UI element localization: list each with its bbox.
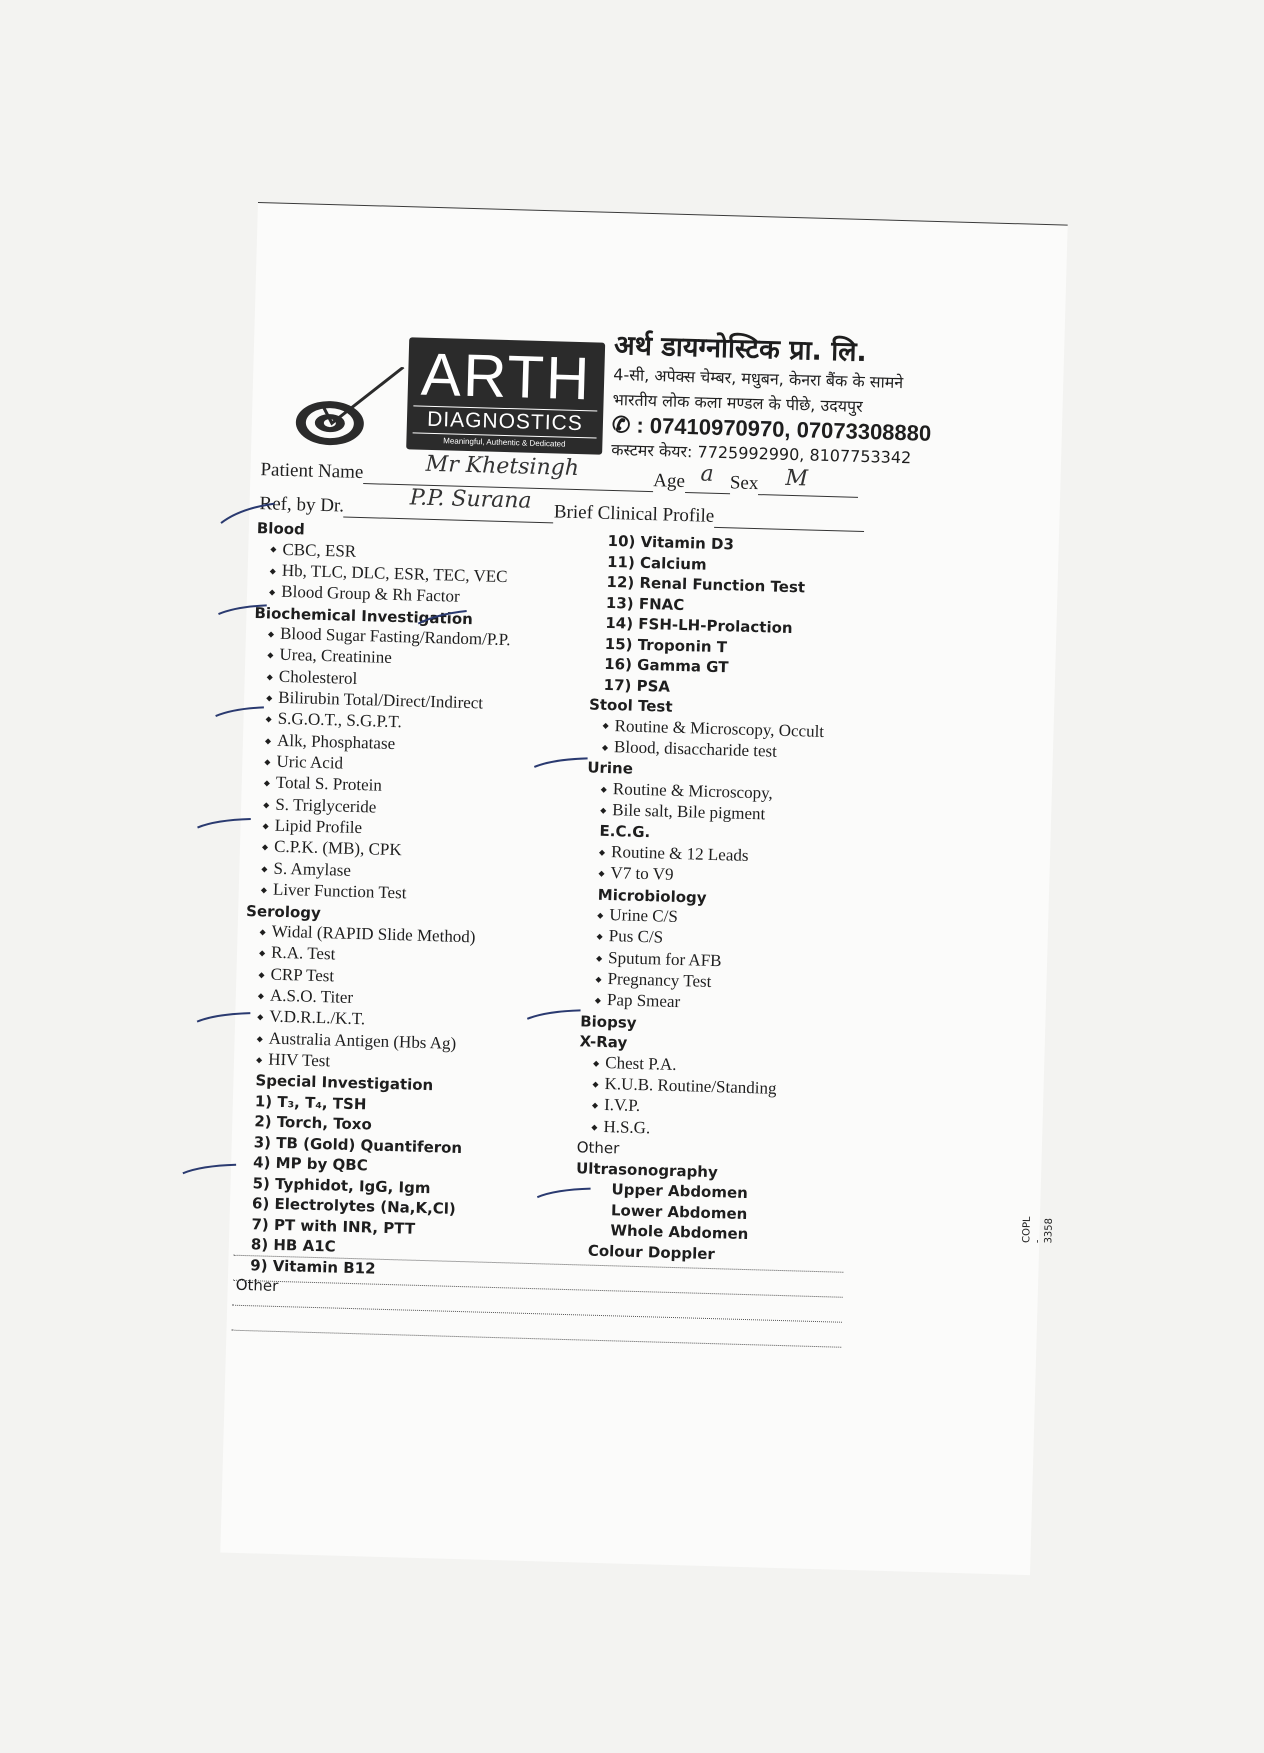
test-option[interactable]: 13) FNAC bbox=[605, 593, 685, 614]
test-option[interactable]: 17) PSA bbox=[603, 675, 671, 696]
test-option[interactable]: ◆ Lipid Profile bbox=[248, 815, 538, 844]
age-handwritten: a bbox=[700, 461, 715, 487]
test-option[interactable]: Whole Abdomen bbox=[610, 1221, 749, 1244]
test-option[interactable]: ◆ Pap Smear bbox=[581, 990, 871, 1019]
test-option[interactable]: 5) Typhidot, IgG, Igm bbox=[252, 1174, 431, 1198]
test-option[interactable]: ◆ R.A. Test bbox=[245, 942, 535, 971]
test-option[interactable]: ◆ Alk, Phosphatase bbox=[251, 730, 541, 759]
test-option[interactable]: ◆ I.V.P. bbox=[578, 1095, 868, 1124]
ref-handwritten: P.P. Surana bbox=[409, 485, 532, 514]
test-option[interactable]: ◆ Routine & 12 Leads bbox=[585, 841, 875, 870]
section-heading: Serology bbox=[245, 901, 322, 922]
section-heading: Stool Test bbox=[588, 695, 673, 716]
test-option[interactable]: ◆ Routine & Microscopy, bbox=[586, 778, 876, 807]
test-option[interactable]: ◆ Pus C/S bbox=[582, 926, 872, 955]
test-option[interactable]: ◆ Hb, TLC, DLC, ESR, TEC, VEC bbox=[255, 560, 545, 589]
test-requisition-form bbox=[220, 202, 1067, 1575]
clinical-label: Brief Clinical Profile bbox=[553, 501, 715, 527]
test-option[interactable]: ◆ V7 to V9 bbox=[584, 863, 874, 892]
address-line-2: भारतीय लोक कला मण्डल के पीछे, उदयपुर bbox=[612, 389, 863, 416]
phone-numbers: ✆ : 07410970970, 07073308880 bbox=[611, 411, 932, 446]
check-mark-icon bbox=[216, 600, 277, 622]
check-mark-icon bbox=[195, 1008, 256, 1030]
section-heading: Special Investigation bbox=[255, 1071, 434, 1095]
test-option[interactable]: ◆ Widal (RAPID Slide Method) bbox=[245, 921, 535, 950]
check-mark-icon bbox=[195, 814, 256, 836]
section-heading: Blood bbox=[256, 519, 306, 539]
test-option[interactable]: ◆ K.U.B. Routine/Standing bbox=[578, 1073, 868, 1102]
company-name-hindi: अर्थ डायग्नोस्टिक प्रा. लि. bbox=[613, 330, 868, 369]
test-option[interactable]: ◆ H.S.G. bbox=[577, 1116, 867, 1145]
customer-care: कस्टमर केयर: 7725992990, 8107753342 bbox=[610, 439, 912, 468]
sex-label: Sex bbox=[729, 472, 759, 495]
logo-tagline: Meaningful, Authentic & Dedicated bbox=[443, 436, 566, 449]
section-heading: Urine bbox=[587, 758, 634, 778]
test-option[interactable]: 14) FSH-LH-Prolaction bbox=[605, 613, 793, 638]
section-heading: E.C.G. bbox=[599, 822, 651, 842]
test-option[interactable]: ◆ Blood Sugar Fasting/Random/P.P. bbox=[254, 623, 544, 652]
section-heading: Biopsy bbox=[580, 1012, 637, 1032]
section-heading: Colour Doppler bbox=[587, 1241, 716, 1263]
company-header bbox=[611, 325, 975, 470]
test-option[interactable]: 4) MP by QBC bbox=[252, 1153, 368, 1175]
logo-box bbox=[406, 337, 605, 454]
check-mark-icon bbox=[213, 702, 274, 724]
test-option[interactable]: ◆ Urea, Creatinine bbox=[253, 644, 543, 673]
test-option[interactable]: Lower Abdomen bbox=[610, 1200, 748, 1223]
test-option[interactable]: 16) Gamma GT bbox=[603, 654, 729, 677]
test-option[interactable]: 10) Vitamin D3 bbox=[607, 531, 735, 554]
patient-name-handwritten: Mr Khetsingh bbox=[425, 451, 580, 482]
test-option[interactable]: ◆ Total S. Protein bbox=[249, 772, 539, 801]
patient-name-label: Patient Name bbox=[260, 459, 364, 484]
test-option[interactable]: 1) T₃, T₄, TSH bbox=[254, 1092, 367, 1114]
section-heading: Microbiology bbox=[597, 885, 707, 907]
test-option[interactable]: ◆ Sputum for AFB bbox=[582, 947, 872, 976]
section-heading: Biochemical Investigation bbox=[254, 603, 474, 628]
check-mark-icon bbox=[181, 1159, 242, 1181]
test-option[interactable]: 9) Vitamin B12 bbox=[250, 1256, 376, 1278]
test-option[interactable]: ◆ Liver Function Test bbox=[246, 879, 536, 908]
right-test-list bbox=[574, 531, 884, 1269]
test-option[interactable]: ◆ Urine C/S bbox=[583, 904, 873, 933]
arth-logo-icon bbox=[291, 364, 413, 457]
test-option[interactable]: 7) PT with INR, PTT bbox=[251, 1215, 416, 1238]
test-option[interactable]: ◆ Pregnancy Test bbox=[581, 968, 871, 997]
sex-handwritten: M bbox=[785, 465, 809, 492]
left-test-list bbox=[235, 518, 547, 1304]
test-option[interactable]: 2) Torch, Toxo bbox=[254, 1112, 373, 1134]
other-label: Other bbox=[235, 1276, 279, 1296]
test-option[interactable]: 6) Electrolytes (Na,K,Cl) bbox=[251, 1194, 457, 1219]
other-lines bbox=[231, 1231, 844, 1348]
test-option[interactable]: ◆ Routine & Microscopy, Occult bbox=[588, 715, 878, 744]
check-mark-icon bbox=[535, 1183, 596, 1205]
test-option[interactable]: Upper Abdomen bbox=[611, 1180, 749, 1203]
test-option[interactable]: ◆ Australia Antigen (Hbs Ag) bbox=[242, 1028, 532, 1057]
form-code: COPL - 3358 bbox=[1021, 1216, 1055, 1244]
test-option[interactable]: ◆ Cholesterol bbox=[252, 666, 542, 695]
other-label: Other bbox=[576, 1138, 620, 1158]
check-mark-icon bbox=[219, 498, 280, 530]
test-option[interactable]: ◆ CBC, ESR bbox=[256, 539, 546, 568]
test-option[interactable]: ◆ CRP Test bbox=[244, 964, 534, 993]
section-heading: Ultrasonography bbox=[575, 1158, 719, 1181]
test-option[interactable]: ◆ S. Triglyceride bbox=[249, 794, 539, 823]
logo-sub: DIAGNOSTICS bbox=[413, 405, 598, 438]
test-option[interactable]: ◆ Uric Acid bbox=[250, 751, 540, 780]
check-mark-icon bbox=[532, 753, 593, 775]
test-option[interactable]: ◆ Blood, disaccharide test bbox=[588, 736, 878, 765]
section-heading: X-Ray bbox=[579, 1032, 628, 1052]
age-label: Age bbox=[652, 470, 686, 493]
check-mark-icon bbox=[416, 608, 477, 630]
clinical-field[interactable] bbox=[714, 509, 864, 532]
test-option[interactable]: 15) Troponin T bbox=[604, 634, 728, 656]
test-option[interactable]: 12) Renal Function Test bbox=[606, 572, 806, 597]
test-option[interactable]: ◆ C.P.K. (MB), CPK bbox=[248, 836, 538, 865]
test-option[interactable]: 3) TB (Gold) Quantiferon bbox=[253, 1133, 463, 1157]
logo-word: ARTH bbox=[420, 340, 593, 413]
test-option[interactable]: ◆ S. Amylase bbox=[247, 858, 537, 887]
test-option[interactable]: 11) Calcium bbox=[606, 552, 707, 574]
test-option[interactable]: ◆ A.S.O. Titer bbox=[244, 985, 534, 1014]
check-mark-icon bbox=[525, 1005, 586, 1027]
test-option[interactable]: ◆ Chest P.A. bbox=[579, 1052, 869, 1081]
test-option[interactable]: ◆ Bilirubin Total/Direct/Indirect bbox=[252, 687, 542, 716]
test-option[interactable]: ◆ Blood Group & Rh Factor bbox=[255, 581, 545, 610]
test-option[interactable]: ◆ HIV Test bbox=[242, 1049, 532, 1078]
ref-label: Ref, by Dr. bbox=[259, 493, 345, 517]
test-option[interactable]: 8) HB A1C bbox=[250, 1235, 336, 1256]
test-option[interactable]: ◆ V.D.R.L./K.T. bbox=[243, 1006, 533, 1035]
test-option[interactable]: ◆ Bile salt, Bile pigment bbox=[586, 799, 876, 828]
test-option[interactable]: ◆ S.G.O.T., S.G.P.T. bbox=[251, 708, 541, 737]
address-line-1: 4-सी, अपेक्स चेम्बर, मधुबन, केनरा बैंक के सामने bbox=[613, 364, 904, 393]
